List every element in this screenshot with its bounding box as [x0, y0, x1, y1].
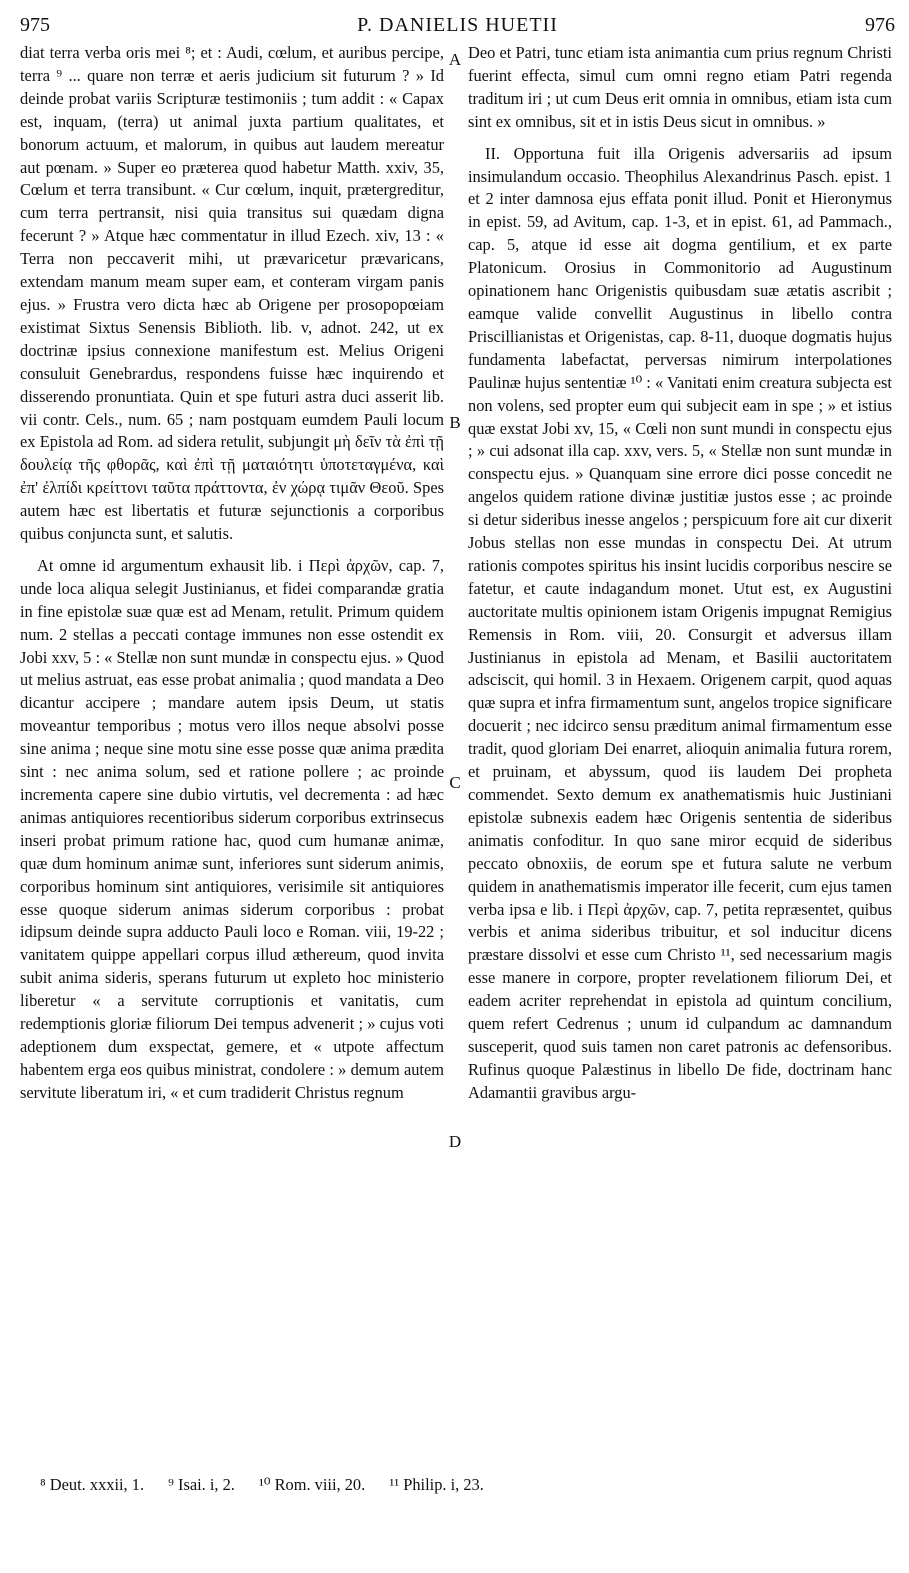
- footnote-9: ⁹ Isai. i, 2.: [168, 1475, 235, 1494]
- left-column: [20, 42, 444, 1105]
- right-paragraph-2: II. Opportuna fuit illa Origenis adversariis ad ipsum insimulandum occasio. Theophilus Alexandrinus Pasch. epist. 1 et 2 inter damnosa ejus effata ponit illud. Ponit et Hieronymus in epist. 59, ad Avitum, cap. 1-3, et in epist. 61, ad Pammach., cap. 5, atque id esse ait dogma gentilium, et ex parte Platonicum. Orosius in Commonitorio ad Augustinum opinationem hanc Origenistis quibusdam suæ ætatis ascribit ; eamque valide convellit Augustinus in libello contra Priscillianistas et Origenistas, cap. 8-11, duoque dogmatis hujus fundamenta labefactat, perversas nimirum interpolationes Paulinæ hujus sententiæ ¹⁰ : « Vanitati enim creatura subjecta est non volens, sed propter eum qui subjecit eam in spe ; » et istius quæ exstat Jobi xv, 15, « Cœli non sunt mundi in conspectu ejus ; » cui adsonat illa cap. xxv, vers. 5, « Stellæ non sunt mundæ in conspectu ejus. » Quanquam sine errore dici posse concedit ne angelos quidem ratione divinæ justitiæ justos esse ; ac proinde si detur sideribus inesse angelos ; perspicuum fore ait cur dixerit Jobus stellas non esse mundas in conspectu Dei. At utrum rationis compotes spiritus his insint lucidis corporibus nescire se fatetur, et caute indagandum monet. Utut est, ex Augustini auctoritate multis opinionem istam Origenis impugnat Remigius Remensis in Rom. viii, 20. Consurgit et adversus illam Justinianus in epistola ad Menam, et Basilii auctoritatem adsciscit, qui homil. 3 in Hexaem. Origenem carpit, quod aquas quæ supra et infra firmamentum sunt, angelos tropice significare docuerit ; nec idcirco sensu præditum animal firmamentum esse tradit, quod gloriam Dei enarret, alioquin animalia futura rorem, et pruinam, et abyssum, quod iis laudem Dei propheta commendet. Sexto demum ex anathematismis huic Justiniani epistolæ subnexis eadem hæc Origenis sententia de sideribus animatis confoditur. In quo sane miror ecquid de sideribus peccato obnoxiis, de eorum spe et futura salute ne verbum quidem in anathematismis imperator ille fecerit, cum ejus tamen verba ipsa e lib. i Περὶ ἀρχῶν, cap. 7, petita repræsentet, quibus verbis et anima sideribus tribuitur, et sol inducitur dicens præstare dissolvi et esse cum Christo ¹¹, sed necessarium magis esse manere in corpore, propter revelationem filiorum Dei, et eadem acriter reprehendat in epistola ad quintum concilium, quem refert Cedrenus ; unum id culpandum ac damnandum susceperit, quod suis tamen non caret patronis ac defensoribus. Rufinus quoque Palæstinus in libello De fide, doctrinam hanc Adamantii gravibus argu-: [468, 143, 892, 1102]
- page-header: [20, 10, 895, 40]
- right-column: [468, 42, 892, 1105]
- footnote-10: ¹⁰ Rom. viii, 20.: [259, 1475, 366, 1494]
- page-number-left: 975: [20, 14, 50, 36]
- page-number-right: 976: [865, 14, 895, 36]
- margin-marker-d: D: [448, 1132, 462, 1151]
- right-paragraph-1: Deo et Patri, tunc etiam ista animantia cum prius regnum Christi fuerint effecta, simul cum omni regno etiam Patri regenda traditum iri ; ut cum Deus erit omnia in omnibus, etiam ista cum sint ex omnibus, sit et in istis Deus sicut in omnibus. »: [468, 43, 892, 131]
- footnote-11: ¹¹ Philip. i, 23.: [389, 1475, 484, 1494]
- left-paragraph-1: diat terra verba oris mei ⁸; et : Audi, cœlum, et auribus percipe, terra ⁹ ... quare non terræ et aeris judicium sit futurum ? » Id deinde probat variis Scripturæ testimoniis ; tum addit : « Capax est, inquam, (terra) ut animal juxta partium qualitates, et bonorum actuum, et malorum, in quibus aut laudem mereatur aut pœnam. » Super eo præterea quod habetur Matth. xxiv, 35, Cœlum et terra transibunt. « Cur cœlum, inquit, prætergreditur, cum terra pertransit, nisi quia transitus sui quædam digna fecerunt ? » Atque hæc commentatur in illud Ezech. xiv, 13 : « Terra non peccaverit mihi, ut prævaricetur prævaricans, extendam manum meam super eam, et conteram virgam panis ejus. » Frustra vero dicta hæc ab Origene per prosopopœiam existimat Sixtus Senensis Biblioth. lib. v, adnot. 242, ut ex doctrinæ ipsius connexione manifestum est. Melius Origeni consuluit Genebrardus, respondens fuisse hæc inquirendo et disserendo pronuntiata. Quin et spe futuri astra duci asserit lib. vii contr. Cels., num. 65 ; nam postquam eumdem Pauli locum ex Epistola ad Rom. ad sidera retulit, subjungit μὴ δεῖν τὰ ἐπὶ τῇ δουλείᾳ τῆς φθορᾶς, καὶ ἐπὶ τῇ ματαιότητι ὑποτεταγμένα, καὶ ἐπ' ἐλπίδι κρείττονι ταῦτα πράττοντα, ἐν χώρᾳ τιμᾶν Θεοῦ. Spes autem hæc est libertatis et futuræ sejunctionis a corporibus quibus conjuncta sunt, et salutis.: [20, 43, 444, 544]
- left-paragraph-2: At omne id argumentum exhausit lib. i Περὶ ἀρχῶν, cap. 7, unde loca aliqua selegit Justinianus, et fidei comparandæ gratia in fine epistolæ suæ quæ est ad Menam, retulit. Primum quidem num. 2 stellas a peccati contage immunes non esse ostendit ex Jobi xxv, 5 : « Stellæ non sunt mundæ in conspectu ejus. » Quod ut melius astruat, eas esse probat animalia ; quod mandata a Deo dicantur accipere ; mandare autem ipsis Deum, ut statis moveantur temporibus ; motus vero illos neque absolvi posse sine anima ; neque sine motu sine esse posse quæ anima prædita sint : nec anima solum, sed et ratione pollere ; ac proinde incrementa capere sine dubio virtutis, vel decrementa : ad hæc animas antiquiores recentioribus siderum corporibus extrinsecus inseri probat primum ratione hac, quod cum humanæ animæ, quæ dum hominum animæ sunt, inferiores sunt siderum animis, corporibus hominum sint antiquiores, verisimile sit antiquiores esse quoque siderum animas siderum corporibus : probat idipsum deinde supra adducto Pauli loco e Roman. viii, 19-22 ; vanitatem quippe appellari corpus illud æthereum, quod invita subit anima sideris, sperans futurum ut expleto hoc ministerio liberetur « a servitute corruptionis et vanitatis, cum redemptionis gloriæ filiorum Dei tempus advenerit ; » cujus voti adeptionem dum exspectat, gemere, et « utpote affectum habentem erga eos quibus ministrat, condolere : » demum autem servitute liberatum iri, « et cum tradiderit Christus regnum: [20, 555, 444, 1102]
- footnote-8: ⁸ Deut. xxxii, 1.: [40, 1475, 145, 1494]
- footnotes: [40, 1474, 890, 1496]
- margin-marker-c: C: [449, 773, 461, 792]
- margin-marker-b: B: [449, 413, 461, 432]
- running-title: P. DANIELIS HUETII: [357, 14, 558, 36]
- margin-marker-a: A: [448, 50, 462, 69]
